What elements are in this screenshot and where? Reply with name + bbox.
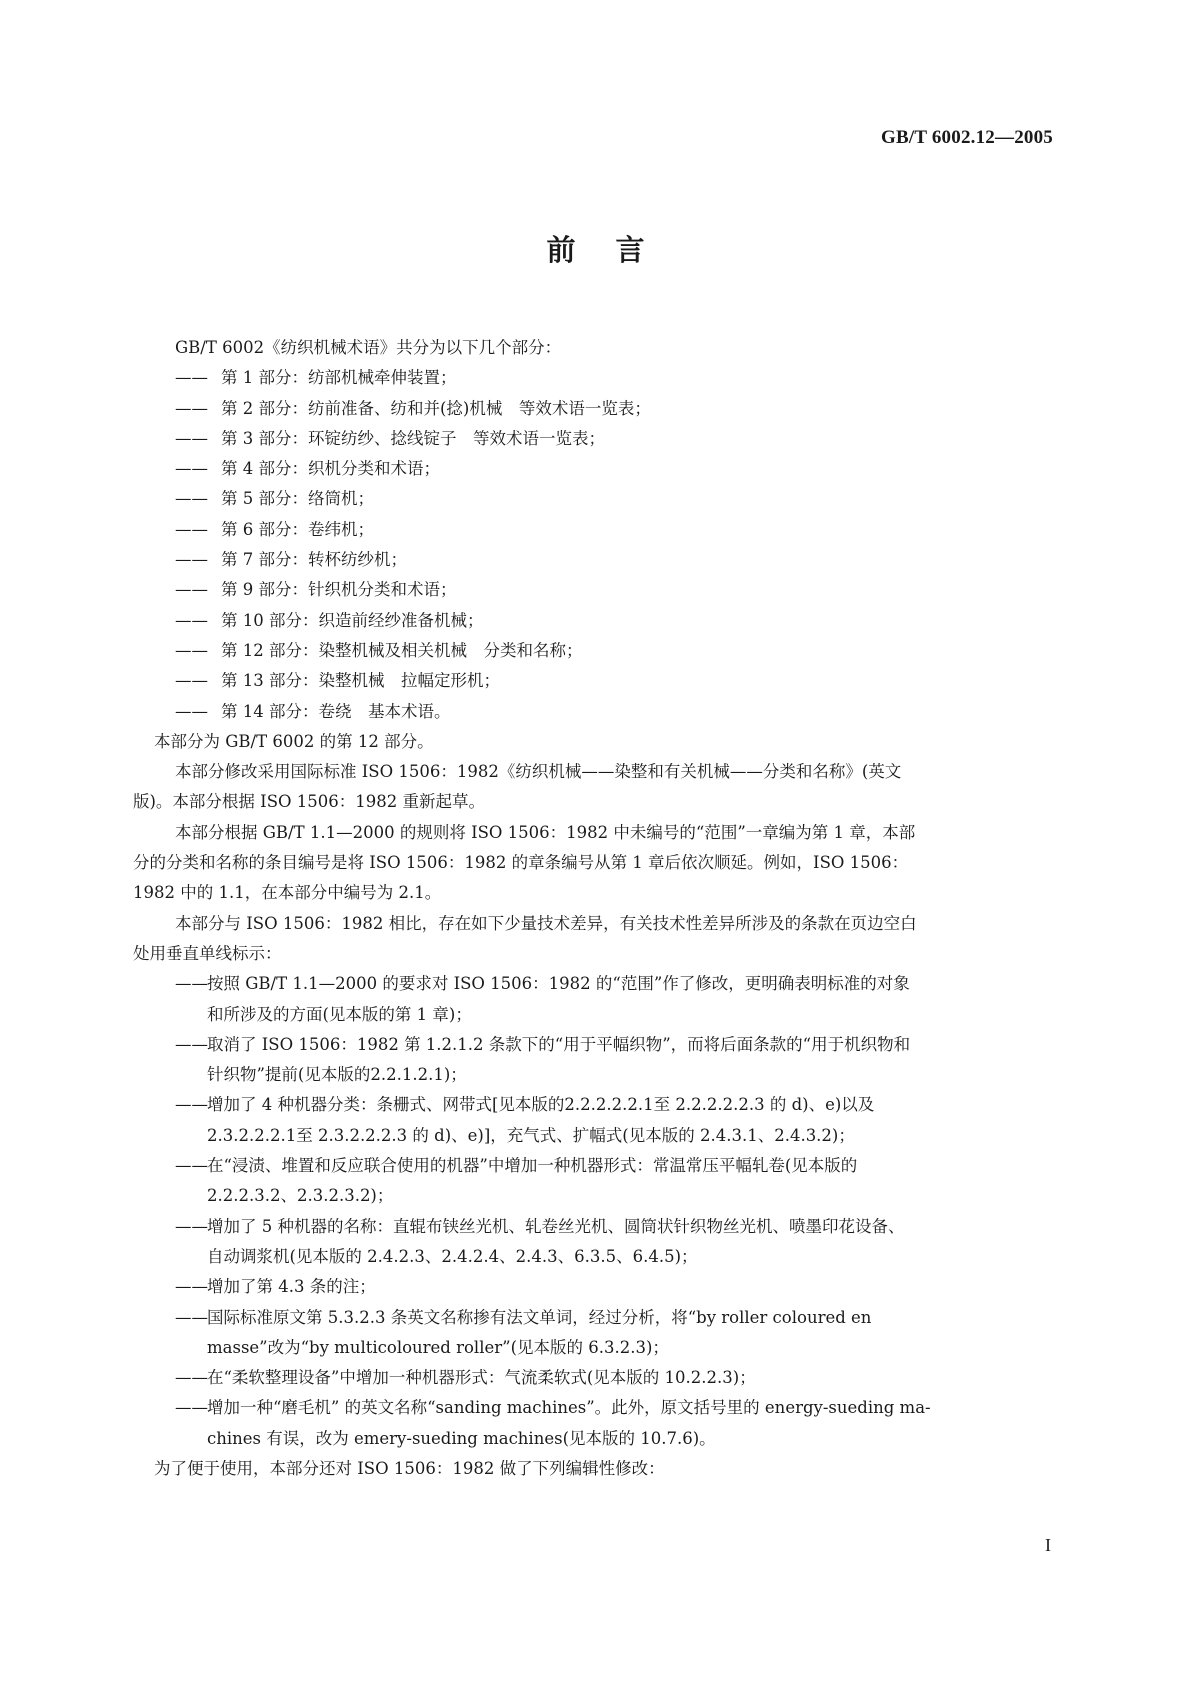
part-item — [175, 424, 1052, 454]
dash-marker: —— — [175, 1398, 208, 1418]
difference-continuation-line — [175, 1121, 1052, 1151]
difference-first-line — [175, 1303, 1052, 1333]
part-item — [175, 636, 1052, 666]
difference-continuation-line — [175, 1242, 1052, 1272]
difference-text: 增加了 5 种机器的名称：直辊布铗丝光机、轧卷丝光机、圆筒状针织物丝光机、喷墨印花设备、 — [207, 1216, 905, 1236]
difference-text: 取消了 ISO 1506：1982 第 1.2.1.2 条款下的“用于平幅织物”，而将后面条款的“用于机织物和 — [207, 1034, 911, 1054]
part-item — [175, 545, 1052, 575]
difference-text: 国际标准原文第 5.3.2.3 条英文名称掺有法文单词，经过分析，将“by roller coloured en — [207, 1307, 872, 1327]
difference-text: 和所涉及的方面(见本版的第 1 章)； — [207, 1004, 472, 1024]
dash-marker: —— — [175, 1156, 208, 1176]
difference-continuation-line — [175, 1333, 1052, 1363]
dash-marker: —— — [175, 489, 208, 509]
paragraph-part: 本部分为 GB/T 6002 的第 12 部分。 — [154, 731, 434, 751]
dash-marker: —— — [175, 519, 208, 539]
difference-item — [175, 1272, 1052, 1302]
paragraph-edit: 为了便于使用，本部分还对 ISO 1506：1982 做了下列编辑性修改： — [154, 1458, 665, 1478]
dash-marker: —— — [175, 1095, 208, 1115]
paragraph-line: 分的分类和名称的条目编号是将 ISO 1506：1982 的章条编号从第 1 章后依次顺延。例如，ISO 1506： — [133, 853, 909, 873]
dash-marker: —— — [175, 428, 208, 448]
parts-list — [175, 363, 1052, 727]
part-item — [175, 606, 1052, 636]
part-item — [175, 363, 1052, 393]
part-item-text: 第 14 部分：卷绕 基本术语。 — [221, 701, 451, 721]
dash-marker: —— — [175, 1277, 208, 1297]
dash-marker: —— — [175, 1034, 208, 1054]
dash-marker: —— — [175, 398, 208, 418]
difference-text: 按照 GB/T 1.1—2000 的要求对 ISO 1506：1982 的“范围”作了修改，更明确表明标准的对象 — [207, 974, 910, 994]
difference-item — [175, 1212, 1052, 1273]
difference-first-line — [175, 1151, 1052, 1181]
dash-marker: —— — [175, 701, 208, 721]
dash-marker: —— — [175, 459, 208, 479]
paragraph-line: 1982 中的 1.1，在本部分中编号为 2.1。 — [133, 883, 442, 903]
paragraph-diff — [133, 909, 1052, 970]
difference-item — [175, 969, 1052, 1030]
dash-marker: —— — [175, 610, 208, 630]
difference-continuation-line — [175, 1000, 1052, 1030]
part-item-text: 第 4 部分：织机分类和术语； — [221, 459, 440, 479]
paragraph-line: 本部分修改采用国际标准 ISO 1506：1982《纺织机械——染整和有关机械——分类和名称》(英文 — [175, 762, 902, 782]
part-item-text: 第 10 部分：织造前经纱准备机械； — [221, 610, 484, 630]
difference-text: masse”改为“by multicoloured roller”(见本版的 6.3.2.3)； — [207, 1337, 669, 1357]
difference-first-line — [175, 1363, 1052, 1393]
dash-marker: —— — [175, 550, 208, 570]
dash-marker: —— — [175, 671, 208, 691]
paragraph-rules — [133, 818, 1052, 909]
difference-item — [175, 1303, 1052, 1364]
difference-item — [175, 1151, 1052, 1212]
part-item — [175, 575, 1052, 605]
paragraph-line: 版)。本部分根据 ISO 1506：1982 重新起草。 — [133, 792, 486, 812]
difference-continuation-line — [175, 1060, 1052, 1090]
dash-marker: —— — [175, 974, 208, 994]
difference-text: 2.2.2.3.2、2.3.2.3.2)； — [207, 1186, 394, 1206]
part-item-text: 第 5 部分：络筒机； — [221, 489, 374, 509]
part-item-text: 第 12 部分：染整机械及相关机械 分类和名称； — [221, 640, 583, 660]
part-item-text: 第 9 部分：针织机分类和术语； — [221, 580, 457, 600]
dash-marker: —— — [175, 1368, 208, 1388]
difference-item — [175, 1090, 1052, 1151]
document-body — [133, 333, 1052, 1484]
difference-item — [175, 1030, 1052, 1091]
part-item — [175, 697, 1052, 727]
difference-first-line — [175, 1272, 1052, 1302]
difference-text: 增加了第 4.3 条的注； — [207, 1277, 376, 1297]
part-item-text: 第 6 部分：卷纬机； — [221, 519, 374, 539]
difference-text: 增加了 4 种机器分类：条栅式、网带式[见本版的2.2.2.2.2.1至 2.2.2.2.2.3 的 d)、e)以及 — [207, 1095, 875, 1115]
part-item-text: 第 3 部分：环锭纺纱、捻线锭子 等效术语一览表； — [221, 428, 605, 448]
paragraph-line: 处用垂直单线标示： — [133, 943, 282, 963]
difference-first-line — [175, 969, 1052, 999]
part-item — [175, 666, 1052, 696]
part-item — [175, 454, 1052, 484]
difference-text: 2.3.2.2.2.1至 2.3.2.2.2.3 的 d)、e)]，充气式、扩幅式(见本版的 2.4.3.1、2.4.3.2)； — [207, 1125, 855, 1145]
paragraph-line: 本部分与 ISO 1506：1982 相比，存在如下少量技术差异，有关技术性差异所涉及的条款在页边空白 — [175, 913, 917, 933]
differences-list — [175, 969, 1052, 1454]
difference-continuation-line — [175, 1424, 1052, 1454]
part-item-text: 第 2 部分：纺前准备、纺和并(捻)机械 等效术语一览表； — [221, 398, 651, 418]
dash-marker: —— — [175, 580, 208, 600]
difference-first-line — [175, 1393, 1052, 1423]
page-folio: I — [1045, 1535, 1051, 1555]
part-item — [175, 515, 1052, 545]
dash-marker: —— — [175, 1216, 208, 1236]
difference-text: chines 有误，改为 emery-sueding machines(见本版的 10.7.6)。 — [207, 1428, 716, 1448]
paragraph-line: 本部分根据 GB/T 1.1—2000 的规则将 ISO 1506：1982 中未编号的“范围”一章编为第 1 章，本部 — [175, 822, 916, 842]
difference-text: 增加一种“磨毛机” 的英文名称“sanding machines”。此外，原文括号里的 energy-sueding ma- — [207, 1398, 931, 1418]
difference-text: 针织物”提前(见本版的2.2.1.2.1)； — [207, 1065, 467, 1085]
dash-marker: —— — [175, 640, 208, 660]
dash-marker: —— — [175, 1307, 208, 1327]
part-item — [175, 394, 1052, 424]
part-item-text: 第 13 部分：染整机械 拉幅定形机； — [221, 671, 500, 691]
difference-text: 在“柔软整理设备”中增加一种机器形式：气流柔软式(见本版的 10.2.2.3)； — [207, 1368, 756, 1388]
part-item-text: 第 7 部分：转杯纺纱机； — [221, 550, 407, 570]
dash-marker: —— — [175, 368, 208, 388]
difference-text: 在“浸渍、堆置和反应联合使用的机器”中增加一种机器形式：常温常压平幅轧卷(见本版的 — [207, 1156, 858, 1176]
difference-first-line — [175, 1090, 1052, 1120]
difference-first-line — [175, 1030, 1052, 1060]
difference-text: 自动调浆机(见本版的 2.4.2.3、2.4.2.4、2.4.3、6.3.5、6.4.5)； — [207, 1246, 698, 1266]
difference-continuation-line — [175, 1181, 1052, 1211]
part-item — [175, 484, 1052, 514]
difference-first-line — [175, 1212, 1052, 1242]
page-title: 前言 — [546, 233, 685, 267]
difference-item — [175, 1363, 1052, 1393]
standard-number: GB/T 6002.12—2005 — [881, 127, 1053, 148]
intro-paragraph: GB/T 6002《纺织机械术语》共分为以下几个部分： — [175, 338, 562, 357]
paragraph-adopt — [133, 757, 1052, 818]
part-item-text: 第 1 部分：纺部机械牵伸装置； — [221, 368, 457, 388]
difference-item — [175, 1393, 1052, 1454]
